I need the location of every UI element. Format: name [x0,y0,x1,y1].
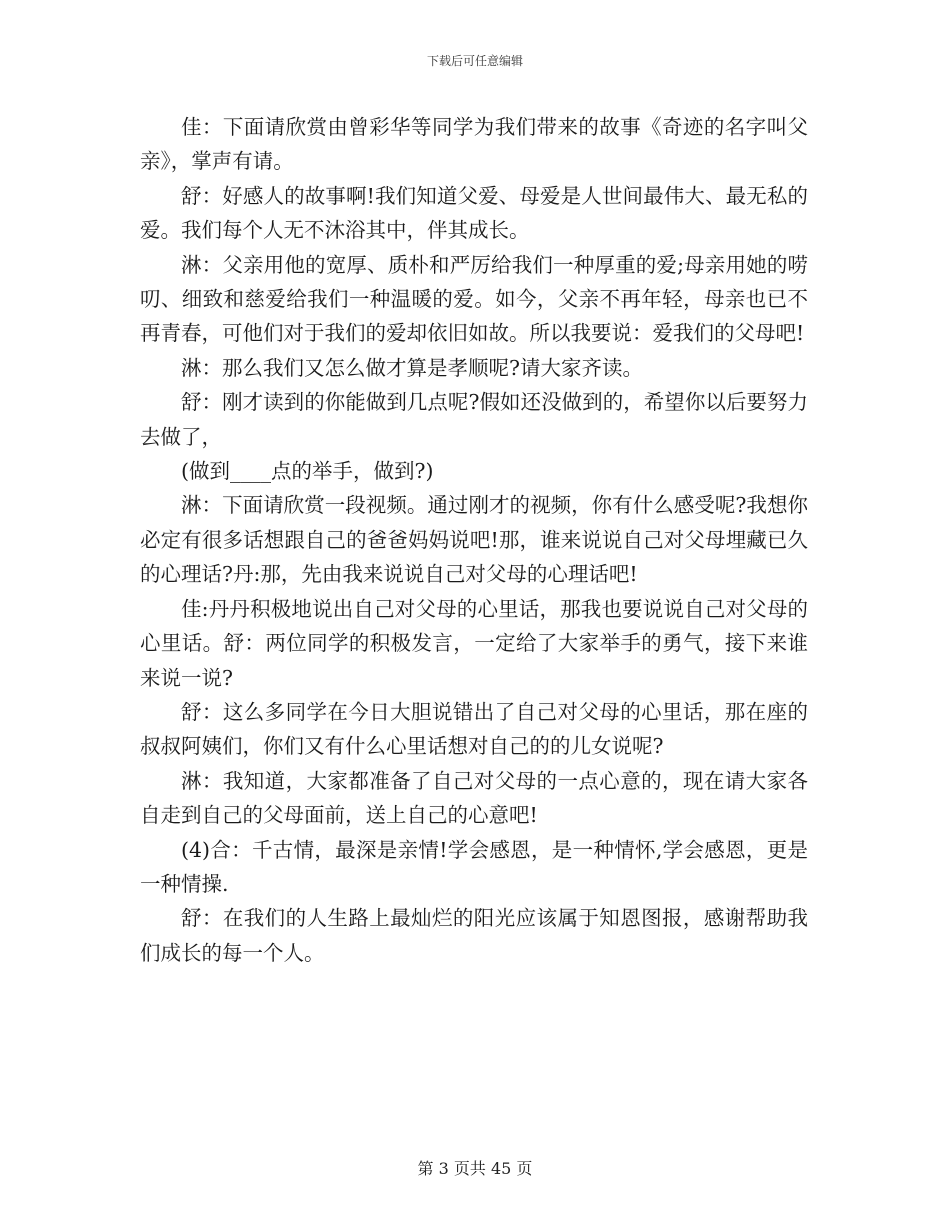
paragraph: 淋：那么我们又怎么做才算是孝顺呢?请大家齐读。 [181,355,643,380]
page-header-note: 下载后可任意编辑 [426,54,523,68]
paragraph: (4)合：千古情，最深是亲情!学会感恩，是一种情怀,学会感恩，更是一种情操. [140,837,808,896]
page-number: 第 3 页共 45 页 [417,1159,533,1178]
document-body [140,110,808,970]
paragraph: 舒：在我们的人生路上最灿烂的阳光应该属于知恩图报，感谢帮助我们成长的每一个人。 [140,906,808,965]
paragraph: 淋：我知道，大家都准备了自己对父母的一点心意的，现在请大家各自走到自己的父母面前，送上自己的心意吧! [140,768,808,828]
paragraph: 佳:丹丹积极地说出自己对父母的心里话，那我也要说说自己对父母的心里话。舒：两位同学的积极发言，一定给了大家举手的勇气，接下来谁来说一说? [140,596,808,690]
paragraph: 淋：下面请欣赏一段视频。通过刚才的视频，你有什么感受呢?我想你必定有很多话想跟自己的爸爸妈妈说吧!那，谁来说说自己对父母埋藏已久的心理话?丹:那，先由我来说说自己对父母的心理话吧! [140,493,808,587]
paragraph: 舒：这么多同学在今日大胆说错出了自己对父母的心里话，那在座的叔叔阿姨们，你们又有什么心里话想对自己的的儿女说呢? [140,699,808,759]
paragraph: (做到____点的举手，做到?) [181,459,434,484]
paragraph: 佳：下面请欣赏由曾彩华等同学为我们带来的故事《奇迹的名字叫父亲》，掌声有请。 [140,115,808,174]
paragraph: 淋：父亲用他的宽厚、质朴和严厉给我们一种厚重的爱;母亲用她的唠叨、细致和慈爱给我们一种温暖的爱。如今，父亲不再年轻，母亲也已不再青春，可他们对于我们的爱却依旧如故。所以我要说：爱我们的父母吧! [140,252,808,346]
paragraph: 舒：刚才读到的你能做到几点呢?假如还没做到的，希望你以后要努力去做了， [140,390,808,449]
paragraph: 舒：好感人的故事啊!我们知道父爱、母爱是人世间最伟大、最无私的爱。我们每个人无不沐浴其中，伴其成长。 [140,183,808,243]
